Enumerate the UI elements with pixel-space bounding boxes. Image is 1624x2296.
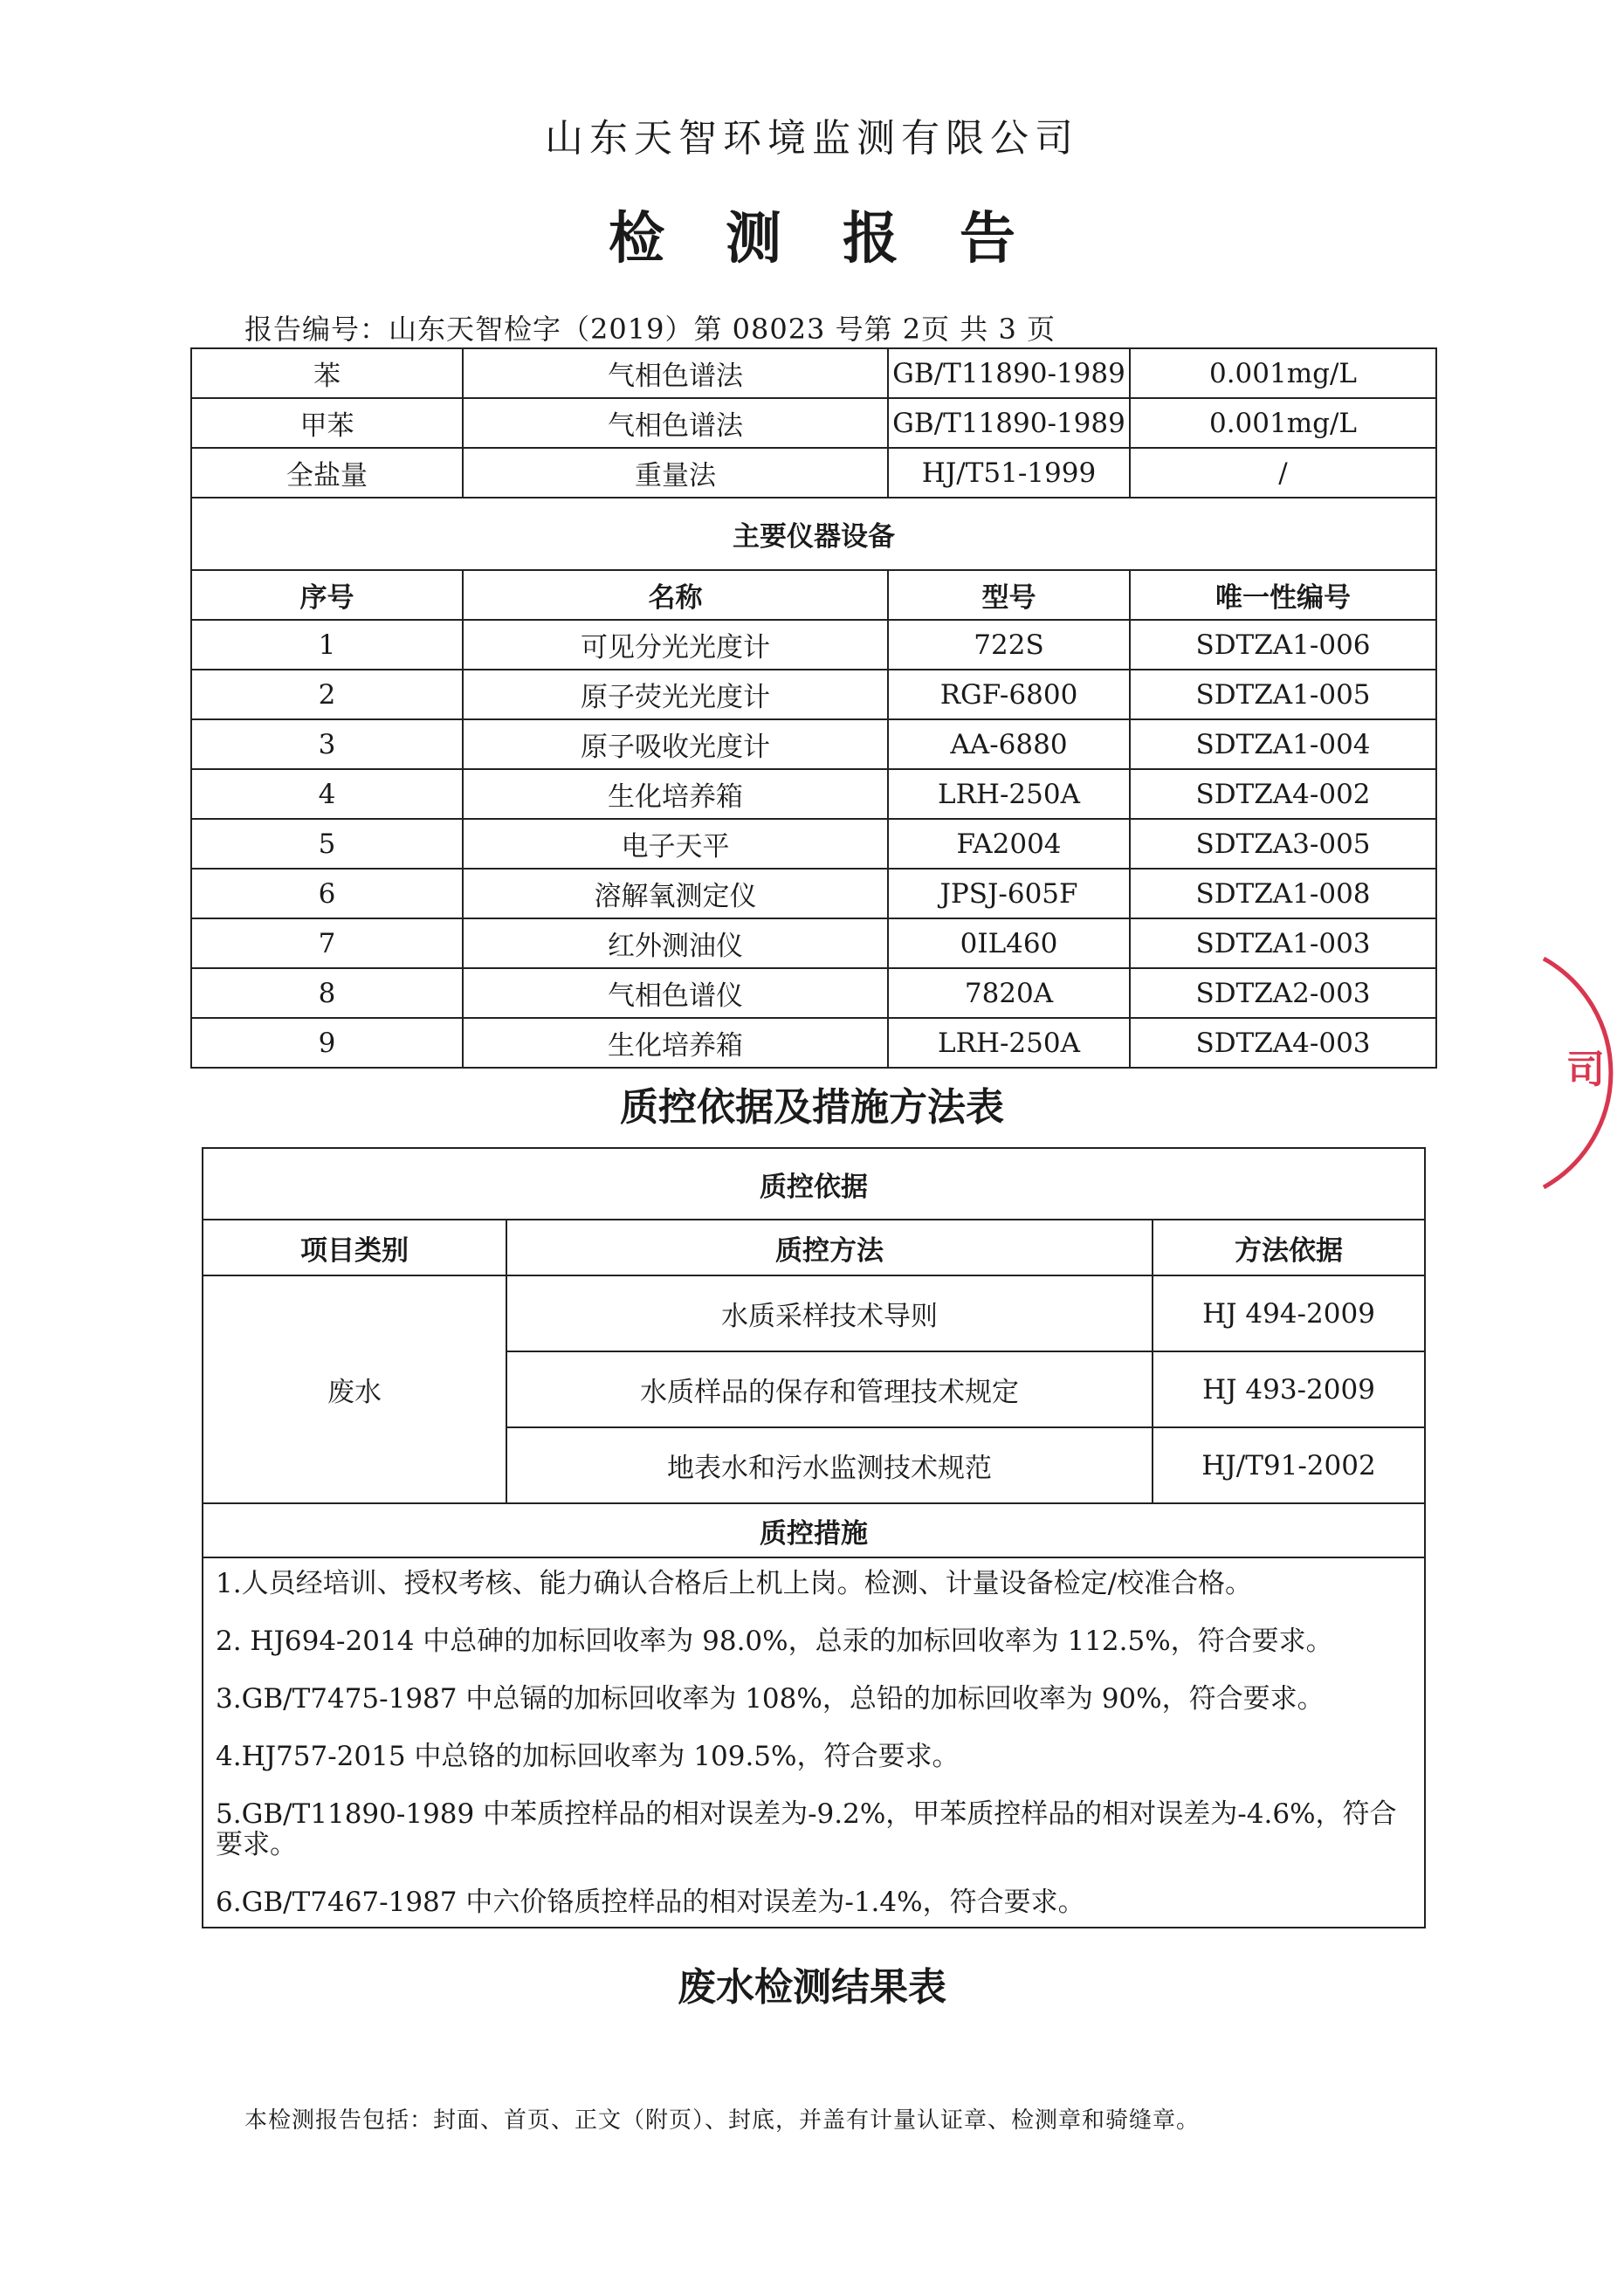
column-header-id: 唯一性编号	[1130, 570, 1436, 620]
table-row	[191, 968, 1436, 1018]
model-cell: 0IL460	[888, 918, 1130, 968]
qc-basis-cell: HJ 493-2009	[1153, 1351, 1425, 1427]
item-cell: 甲苯	[191, 398, 463, 448]
table-row	[191, 769, 1436, 819]
measure-item: 5.GB/T11890-1989 中苯质控样品的相对误差为-9.2%，甲苯质控样品的相对误差为-4.6%，符合要求。	[216, 1798, 1397, 1860]
measure-item: 3.GB/T7475-1987 中总镉的加标回收率为 108%，总铅的加标回收率为 90%，符合要求。	[216, 1683, 1325, 1715]
model-cell: JPSJ-605F	[888, 869, 1130, 918]
standard-cell: HJ/T51-1999	[888, 448, 1130, 498]
id-cell: SDTZA1-008	[1130, 869, 1436, 918]
measures-row	[203, 1557, 1425, 1928]
column-header-model: 型号	[888, 570, 1130, 620]
no-cell: 2	[191, 670, 463, 719]
column-header-category: 项目类别	[203, 1220, 506, 1275]
table-row	[191, 620, 1436, 670]
model-cell: FA2004	[888, 819, 1130, 869]
seal-text: 司	[1566, 1048, 1605, 1092]
id-cell: SDTZA3-005	[1130, 819, 1436, 869]
column-header-name: 名称	[463, 570, 888, 620]
qc-basis-title: 质控依据	[203, 1148, 1425, 1220]
method-cell: 气相色谱法	[463, 348, 888, 398]
qc-table-heading: 质控依据及措施方法表	[620, 1085, 1004, 1130]
table-row	[191, 1018, 1436, 1068]
no-cell: 4	[191, 769, 463, 819]
name-cell: 红外测油仪	[463, 918, 888, 968]
measure-item: 1.人员经培训、授权考核、能力确认合格后上机上岗。检测、计量设备检定/校准合格。	[216, 1568, 1253, 1599]
id-cell: SDTZA1-005	[1130, 670, 1436, 719]
id-cell: SDTZA1-003	[1130, 918, 1436, 968]
id-cell: SDTZA4-003	[1130, 1018, 1436, 1068]
section-row	[191, 498, 1436, 570]
model-cell: LRH-250A	[888, 1018, 1130, 1068]
name-cell: 原子荧光光度计	[463, 670, 888, 719]
measure-item: 4.HJ757-2015 中总铬的加标回收率为 109.5%，符合要求。	[216, 1741, 960, 1772]
no-cell: 5	[191, 819, 463, 869]
table-row	[191, 819, 1436, 869]
table-row	[191, 398, 1436, 448]
column-header-basis: 方法依据	[1153, 1220, 1425, 1275]
footer-note: 本检测报告包括：封面、首页、正文（附页）、封底，并盖有计量认证章、检测章和骑缝章。	[244, 2107, 1201, 2134]
qc-measures-title: 质控措施	[203, 1503, 1425, 1557]
model-cell: 722S	[888, 620, 1130, 670]
name-cell: 生化培养箱	[463, 1018, 888, 1068]
id-cell: SDTZA2-003	[1130, 968, 1436, 1018]
no-cell: 9	[191, 1018, 463, 1068]
limit-cell: 0.001mg/L	[1130, 398, 1436, 448]
measure-item: 6.GB/T7467-1987 中六价铬质控样品的相对误差为-1.4%，符合要求。	[216, 1887, 1085, 1918]
no-cell: 8	[191, 968, 463, 1018]
header-row	[203, 1220, 1425, 1275]
qc-basis-cell: HJ/T91-2002	[1153, 1427, 1425, 1503]
no-cell: 6	[191, 869, 463, 918]
qc-method-cell: 地表水和污水监测技术规范	[506, 1427, 1153, 1503]
column-header-method: 质控方法	[506, 1220, 1153, 1275]
name-cell: 原子吸收光度计	[463, 719, 888, 769]
report-title: 检测报告	[609, 206, 1077, 272]
model-cell: LRH-250A	[888, 769, 1130, 819]
method-cell: 重量法	[463, 448, 888, 498]
id-cell: SDTZA1-006	[1130, 620, 1436, 670]
no-cell: 3	[191, 719, 463, 769]
name-cell: 可见分光光度计	[463, 620, 888, 670]
table-row	[203, 1275, 1425, 1351]
no-cell: 1	[191, 620, 463, 670]
table-row	[191, 918, 1436, 968]
section-row	[203, 1148, 1425, 1220]
category-cell: 废水	[203, 1275, 506, 1503]
item-cell: 全盐量	[191, 448, 463, 498]
table-row	[191, 348, 1436, 398]
company-name: 山东天智环境监测有限公司	[545, 116, 1079, 161]
table-row	[191, 869, 1436, 918]
qc-method-cell: 水质样品的保存和管理技术规定	[506, 1351, 1153, 1427]
name-cell: 生化培养箱	[463, 769, 888, 819]
qc-table	[202, 1147, 1426, 1928]
qc-method-cell: 水质采样技术导则	[506, 1275, 1153, 1351]
methods-equipment-table	[190, 347, 1437, 1069]
header-row	[191, 570, 1436, 620]
qc-measures-cell	[203, 1557, 1425, 1928]
id-cell: SDTZA1-004	[1130, 719, 1436, 769]
name-cell: 电子天平	[463, 819, 888, 869]
model-cell: 7820A	[888, 968, 1130, 1018]
id-cell: SDTZA4-002	[1130, 769, 1436, 819]
item-cell: 苯	[191, 348, 463, 398]
limit-cell: 0.001mg/L	[1130, 348, 1436, 398]
table-row	[191, 719, 1436, 769]
no-cell: 7	[191, 918, 463, 968]
seal-stamp	[1537, 952, 1624, 1196]
standard-cell: GB/T11890-1989	[888, 348, 1130, 398]
name-cell: 溶解氧测定仪	[463, 869, 888, 918]
measure-item: 2. HJ694-2014 中总砷的加标回收率为 98.0%，总汞的加标回收率为 112.5%，符合要求。	[216, 1626, 1333, 1657]
limit-cell: /	[1130, 448, 1436, 498]
standard-cell: GB/T11890-1989	[888, 398, 1130, 448]
results-table-heading: 废水检测结果表	[678, 1965, 946, 2010]
qc-basis-cell: HJ 494-2009	[1153, 1275, 1425, 1351]
name-cell: 气相色谱仪	[463, 968, 888, 1018]
table-row	[191, 448, 1436, 498]
method-cell: 气相色谱法	[463, 398, 888, 448]
equipment-section-title: 主要仪器设备	[191, 498, 1436, 570]
column-header-no: 序号	[191, 570, 463, 620]
report-number: 报告编号：山东天智检字（2019）第 08023 号第 2页 共 3 页	[244, 313, 1056, 346]
table-row	[191, 670, 1436, 719]
model-cell: RGF-6800	[888, 670, 1130, 719]
model-cell: AA-6880	[888, 719, 1130, 769]
section-row	[203, 1503, 1425, 1557]
